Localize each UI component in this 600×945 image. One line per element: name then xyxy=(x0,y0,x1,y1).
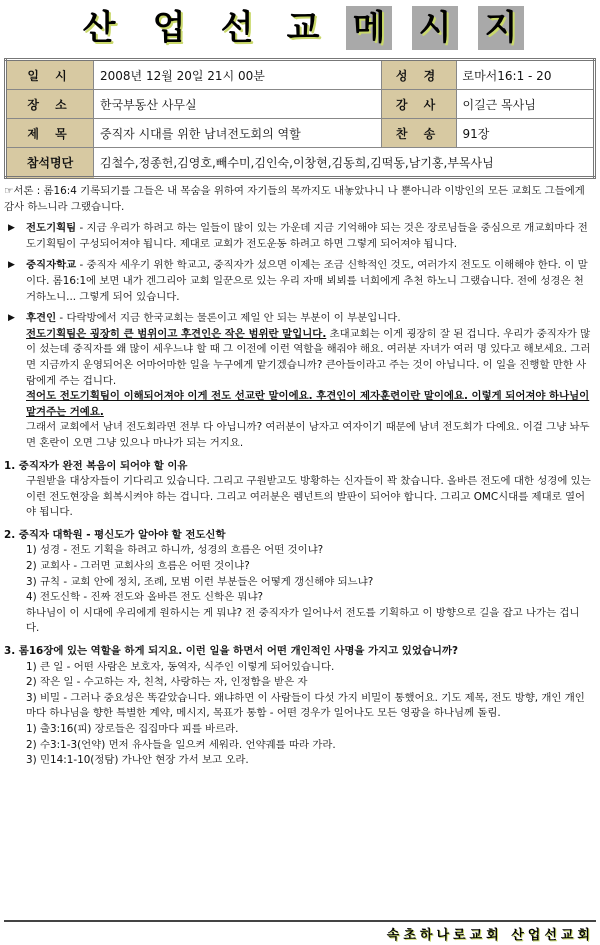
list-item: 3) 비밀 - 그러나 중요성은 똑같았습니다. 왜냐하면 이 사람들이 다섯 가지 비밀이 통했어요. 기도 제목, 전도 방향, 개인 개인마다 하나님을 향한 특별한 계약, 메시지, 목표가 통함 - 어떤 경우가 일어나도 모든 영광을 하나님께 돌림. xyxy=(26,691,585,720)
title-char: 메 xyxy=(346,6,392,50)
info-table xyxy=(4,58,596,179)
emphasis-text: 전도기획팀은 굉장히 큰 범위이고 후견인은 작은 범위란 말입니다. xyxy=(26,327,327,340)
list-item: 1) 출3:16(피) 장로들은 집집마다 피를 바르라. xyxy=(26,723,239,735)
bullet-heading: 전도기획팀 xyxy=(26,222,77,235)
bullet-heading: 후견인 xyxy=(26,312,57,325)
list-item: 4) 전도신학 - 진짜 전도와 올바른 전도 신학은 뭐냐? xyxy=(26,591,264,604)
bullet-officer-school xyxy=(4,258,592,305)
title-char: 산 xyxy=(82,8,116,48)
bullet-text: 초대교회는 이게 굉장히 잘 된 겁니다. 우리가 중직자가 많이 섰는데 중직자를 왜 많이 세우느냐 할 때 그 이전에 이런 역할을 해줘야 해요. 여러분 자녀가 여러 명 있다고 해보세요. 그러면 지금까지 운영되어온 어마어마한 일을 누구에게 맡기겠습니까? 큰아들이라고 주는 것이 아닙니다. 이 일을 진행할 만한 사람에게 주는 겁니다. xyxy=(26,327,591,387)
section-heading: 1. 중직자가 완전 복음이 되어야 할 이유 xyxy=(4,459,188,472)
emphasis-text: 적어도 전도기획팀이 이해되어져야 이게 전도 선교란 말이에요. 후견인이 제자훈련이란 말이에요. 이렇게 되어져야 하나님이 맡겨주는 거예요. xyxy=(26,390,590,418)
list-item: 2) 교회사 - 그러면 교회사의 흐름은 어떤 것이냐? xyxy=(26,560,250,573)
date-value: 2008년 12월 20일 21시 00분 xyxy=(94,60,382,90)
bullet-guardian xyxy=(4,311,592,451)
list-item: 1) 성경 - 전도 기획을 하려고 하니까, 성경의 흐름은 어떤 것이냐? xyxy=(26,544,324,557)
place-label: 장 소 xyxy=(6,90,94,119)
footer-divider xyxy=(4,920,596,922)
bullet-text: 그래서 교회에서 남녀 전도회라면 전부 다 아닙니까? 여러분이 남자고 여자이기 때문에 남녀 전도회가 다예요. 이걸 그냥 놔두면 혼란이 오면 그냥 있으나 마나가 되는 거지요. xyxy=(26,421,590,449)
title-char: 시 xyxy=(412,6,458,50)
bullet-text: - 지금 우리가 하려고 하는 일들이 많이 있는 가운데 지금 기억해야 되는 것은 장로님들을 중심으로 개교회마다 전도기획팀이 구성되어져야 됩니다. 제대로 교회가 전도운동 하려고 하면 그렇게 되어져야 됩니다. xyxy=(26,222,588,250)
title-char: 교 xyxy=(286,8,320,48)
hymn-label: 찬 송 xyxy=(381,119,456,148)
triangle-bullet-icon: ▶ xyxy=(8,313,15,324)
hymn-value: 91장 xyxy=(456,119,595,148)
title-char: 지 xyxy=(478,6,524,50)
section-text: 하나님이 이 시대에 우리에게 원하시는 게 뭐냐? 전 중직자가 일어나서 전도를 기획하고 이 방향으로 길을 잡고 나가는 겁니다. xyxy=(26,606,580,635)
section-text: 구원받을 대상자들이 기다리고 있습니다. 그리고 구원받고도 방황하는 신자들이 꽉 찼습니다. 올바른 전도에 대한 성경에 있는 이런 전도현장을 회복시켜야 하는 겁니다. 그리고 여러분은 렘넌트의 발판이 되어야 합니다. 그리고 OMC시대를 제대로 열어야 됩니다. xyxy=(26,475,591,519)
list-item: 2) 작은 일 - 수고하는 자, 친척, 사랑하는 자, 인정함을 받은 자 xyxy=(26,676,308,689)
footer-church-name: 속초하나로교회 산업선교회 xyxy=(386,928,594,943)
scripture-value: 로마서16:1 - 20 xyxy=(456,60,595,90)
triangle-bullet-icon: ▶ xyxy=(8,223,15,234)
attendees-label: 참석명단 xyxy=(6,148,94,178)
title-char: 선 xyxy=(220,8,254,48)
list-item: 2) 수3:1-3(언약) 먼저 유사들을 일으켜 세워라. 언약궤를 따라 가라. xyxy=(26,738,336,751)
attendees-value: 김철수,정종헌,김영호,빼수미,김인숙,이창현,김동희,김떡동,남기홍,부목사님 xyxy=(94,148,595,178)
list-item: 1) 큰 일 - 어떤 사람은 보호자, 동역자, 식주인 이렇게 되어있습니다. xyxy=(26,660,335,673)
section-heading: 3. 롬16장에 있는 역할을 하게 되지요. 이런 일을 하면서 어떤 개인적인 사명을 가지고 있었습니까? xyxy=(4,645,459,658)
section-2 xyxy=(4,528,592,637)
list-item: 3) 민14:1-10(정탐) 가나안 현장 가서 보고 오라. xyxy=(26,754,249,767)
bullet-text: - 중직자 세우기 위한 학교고, 중직자가 섰으면 이제는 조금 신학적인 것도, 여러가지 전도도 이해해야 한다. 이 말이다. 롬16:1에 보면 내가 겐그리아 교회 일꾼으로 있는 우리 자매 뵈뵈를 너희에게 추천 하노니 그랬습니다. 전에 성경은 천거하노니... 그렇게 되어 있습니다. xyxy=(26,259,588,303)
topic-label: 제 목 xyxy=(6,119,94,148)
title-char: 업 xyxy=(152,8,186,48)
scripture-label: 성 경 xyxy=(381,60,456,90)
speaker-value: 이길근 목사님 xyxy=(456,90,595,119)
topic-value: 중직자 시대를 위한 남녀전도회의 역할 xyxy=(94,119,382,148)
list-item: 3) 규칙 - 교회 안에 정치, 조례, 모범 이런 부분들은 어떻게 갱신해야 되느냐? xyxy=(26,575,374,588)
section-3 xyxy=(4,644,592,769)
date-label: 일 시 xyxy=(6,60,94,90)
place-value: 한국부동산 사무실 xyxy=(94,90,382,119)
bullet-text: - 다락방에서 지금 한국교회는 물론이고 제일 안 되는 부분이 이 부분입니다. xyxy=(56,312,401,325)
sermon-body xyxy=(4,184,592,769)
bullet-heading: 중직자학교 xyxy=(26,259,77,272)
title-banner xyxy=(0,0,600,55)
speaker-label: 강 사 xyxy=(381,90,456,119)
section-1 xyxy=(4,459,592,521)
bullet-planning-team xyxy=(4,221,592,252)
intro-paragraph: ☞서론 : 롬16:4 기록되기를 그들은 내 목숨을 위하여 자기들의 목까지도 내놓았나니 나 뿐아니라 이방인의 모든 교회도 그들에게 감사 하느니라 그랬습니다. xyxy=(4,185,585,213)
triangle-bullet-icon: ▶ xyxy=(8,260,15,271)
section-heading: 2. 중직자 대학원 - 평신도가 알아야 할 전도신학 xyxy=(4,528,226,541)
